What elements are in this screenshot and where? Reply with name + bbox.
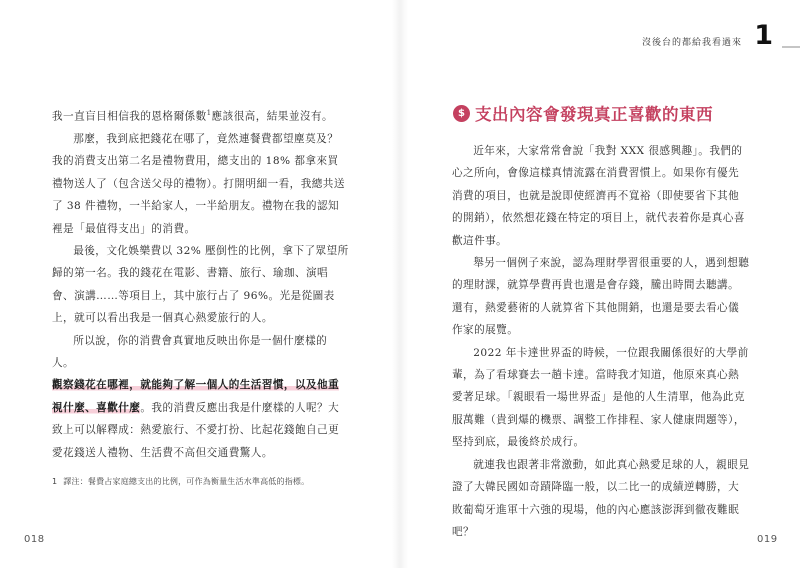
page-number-left: 018 [24,534,45,545]
paragraph: 近年來，大家常常會說「我對 XXX 很感興趣」。我們的心之所向，會像這樣真情流露在消費習慣上。如果你有優先消費的項目，也就是說即使經濟再不寬裕（即使要省下其他的開銷），依然想花錢在特定的項目上，就代表着你是真心喜歡這件事。 [452,145,745,247]
right-body-text [452,140,750,543]
chapter-number: 1 [754,20,773,51]
section-heading [453,102,713,124]
footnote-text: 譯注：餐費占家庭總支出的比例，可作為衡量生活水準高低的指標。 [63,477,310,486]
running-header: 沒後台的都給我看過來 [641,38,742,48]
paragraph: 舉另一個例子來說，認為理財學習很重要的人，遇到想聽的理財課，就算學費再貴也還是會存錢，騰出時間去聽講。還有，熱愛藝術的人就算省下其他開銷，也還是要去看心儀作家的展覽。 [452,257,750,337]
paragraph: 所以說，你的消費會真實地反映出你是一個什麼樣的人。 [52,334,328,369]
paragraph: 就連我也跟著非常激動，如此真心熱愛足球的人，親眼見證了大韓民國如奇蹟降臨一般，以二比一的成績逆轉勝，大敗葡萄牙進軍十六強的現場，他的內心應該澎湃到徹夜難眠吧？ [452,458,750,538]
paragraph: 我一直盲目相信我的恩格爾係數$^1$應該很高，結果並沒有。 [52,109,334,123]
page-number-right: 019 [757,534,778,545]
paragraph: 最後，文化娛樂費以 32% 壓倒性的比例，拿下了眾望所歸的第一名。我的錢花在電影、書籍、旅行、瑜珈、演唱會、演講……等項目上，其中旅行占了 96%。光是從圖表上，就可以看出我是一個真心熱愛旅行的人。 [52,244,349,325]
paragraph: 觀察錢花在哪裡，就能夠了解一個人的生活習慣，以及他重視什麼、喜歡什麼。我的消費反應出我是什麼樣的人呢？大致上可以解釋成：熱愛旅行、不愛打扮、比起花錢飽自己更愛花錢送人禮物、生活費不高但交通費驚人。 [52,379,340,459]
section-title: 支出內容會發現真正喜歡的東西 [475,105,713,124]
dollar-coin-icon: $ [453,105,470,122]
footnote-number: 1 [52,477,58,486]
highlighted-text: 觀察錢花在哪裡，就能夠了解一個人的生活習慣，以及他重視什麼、喜歡什麼 [52,379,340,414]
paragraph: 2022 年卡達世界盃的時候，一位跟我關係很好的大學前輩，為了看球賽去一趟卡達。當時我才知道，他原來真心熱愛著足球。「親眼看一場世界盃」是他的人生清單，他為此克服萬難（貴到爆的機票、調整工作排程、家人健康問題等），堅持到底，最後終於成行。 [452,346,749,449]
right-page [400,0,800,568]
left-body-text [52,102,349,464]
footnote-marker: 1 [206,109,212,117]
paragraph: 那麼，我到底把錢花在哪了，竟然連餐費都望塵莫及？我的消費支出第二名是禮物費用，總支出的 18% 都拿來買禮物送人了（包含送父母的禮物）。打開明細一看，我總共送了 38 件禮物，一半給家人，一半給朋友。禮物在我的認知裡是「最值得支出」的消費。 [52,132,345,235]
footnote [52,476,352,487]
header-rule [782,46,800,48]
